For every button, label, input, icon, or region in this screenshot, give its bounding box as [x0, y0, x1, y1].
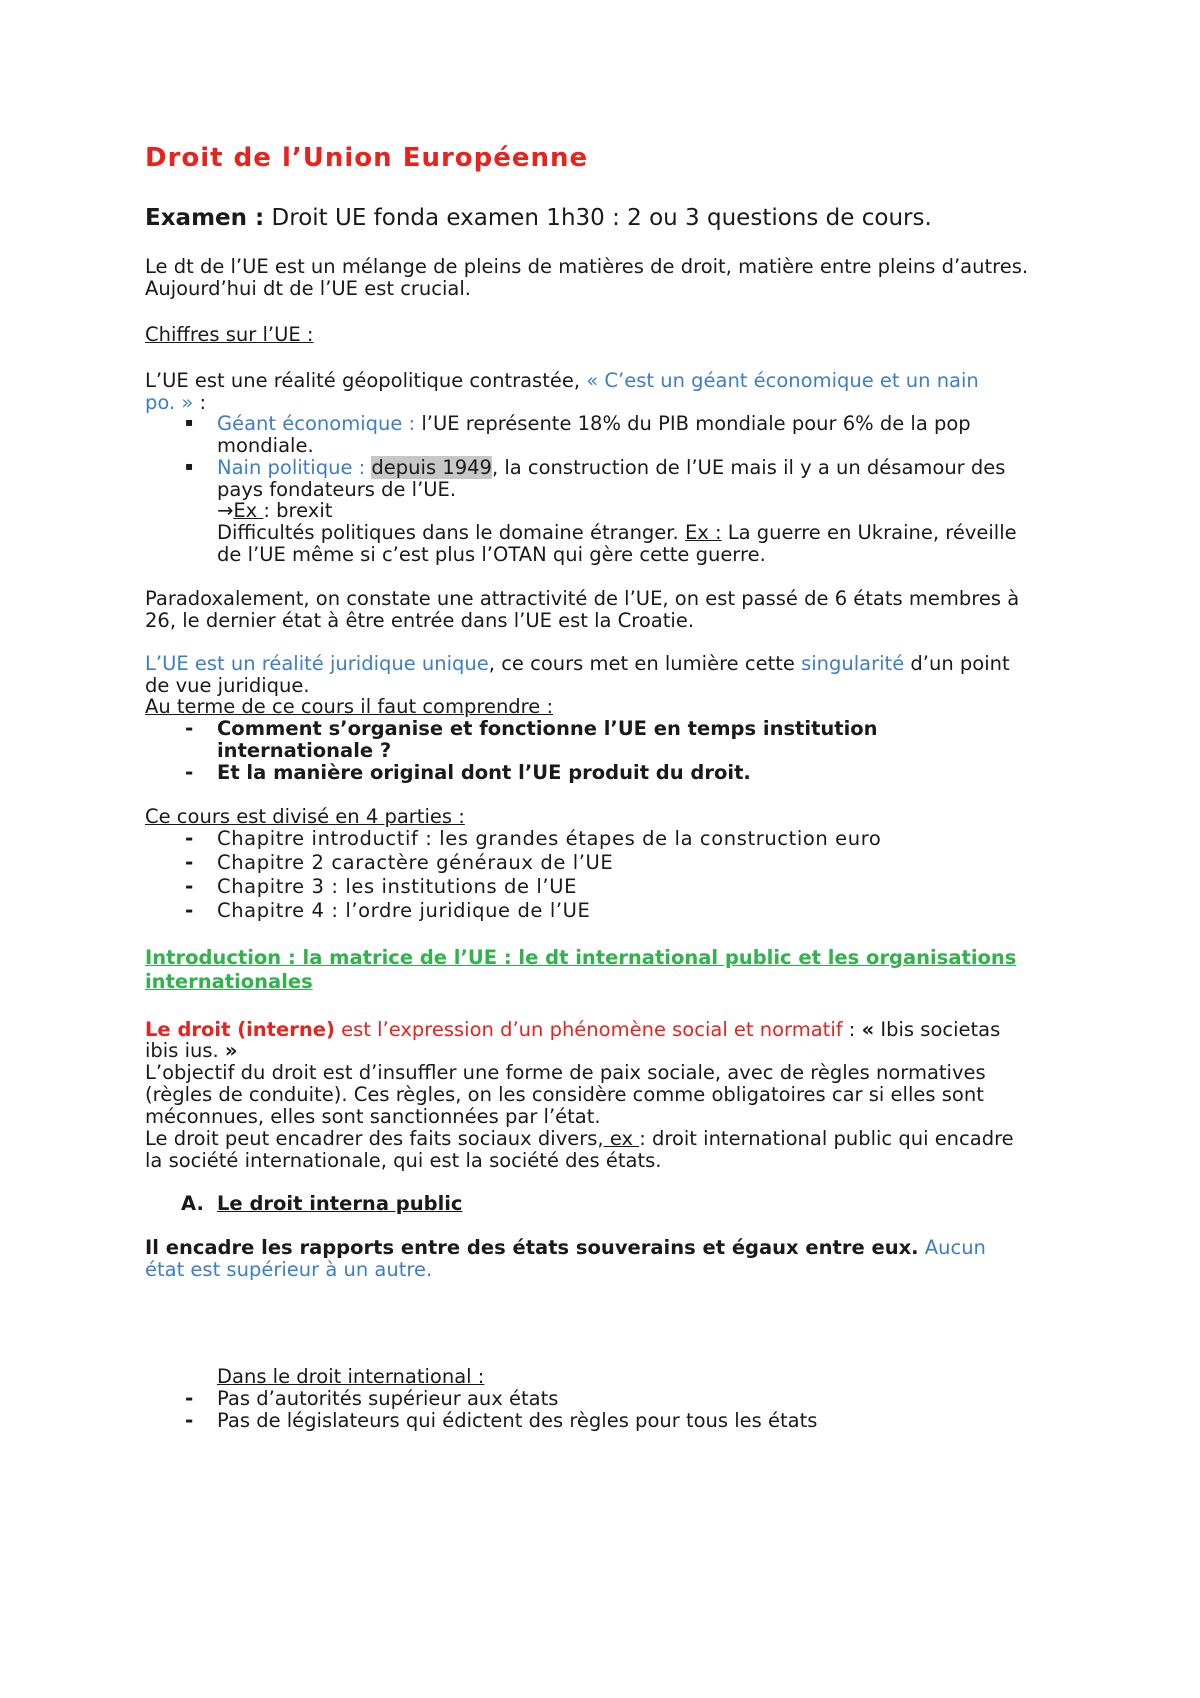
list-item-continuation: Difficultés politiques dans le domaine étranger. Ex : La guerre en Ukraine, réveille	[217, 521, 1017, 544]
list-item: Et la manière original dont l’UE produit du droit.	[217, 761, 751, 784]
square-bullet-icon: ▪	[185, 459, 194, 473]
section-heading-chiffres: Chiffres sur l’UE :	[145, 323, 314, 346]
paragraph-line: la société internationale, qui est la société des états.	[145, 1149, 662, 1172]
subheading-parties: Ce cours est divisé en 4 parties :	[145, 805, 465, 828]
paragraph-line: Le droit peut encadrer des faits sociaux divers, ex : droit international public qui encadre	[145, 1127, 1014, 1150]
dash-bullet-icon: -	[185, 874, 194, 898]
list-item: Géant économique : l’UE représente 18% du PIB mondiale pour 6% de la pop	[217, 412, 971, 435]
list-item-continuation: pays fondateurs de l’UE.	[217, 478, 457, 501]
list-item: Pas d’autorités supérieur aux états	[217, 1387, 559, 1410]
paragraph-line: po. » :	[145, 391, 207, 414]
paragraph-line: (règles de conduite). Ces règles, on les considère comme obligatoires car si elles sont	[145, 1083, 984, 1106]
list-item: Chapitre introductif : les grandes étapes de la construction euro	[217, 827, 882, 850]
dash-bullet-icon: -	[185, 826, 194, 850]
paragraph-line: Il encadre les rapports entre des états souverains et égaux entre eux. Aucun	[145, 1236, 986, 1259]
list-item: Chapitre 3 : les institutions de l’UE	[217, 875, 577, 898]
section-letter-a: A.	[181, 1192, 204, 1215]
square-bullet-icon: ▪	[185, 415, 194, 429]
list-item: Pas de législateurs qui édictent des règles pour tous les états	[217, 1409, 818, 1432]
dash-bullet-icon: -	[185, 850, 194, 874]
paragraph-line: L’objectif du droit est d’insuffler une forme de paix sociale, avec de règles normatives	[145, 1061, 986, 1084]
dash-bullet-icon: -	[185, 716, 194, 740]
paragraph-line: Paradoxalement, on constate une attractivité de l’UE, on est passé de 6 états membres à	[145, 587, 1020, 610]
highlighted-text: depuis 1949	[371, 456, 492, 479]
list-item-continuation: internationale ?	[217, 739, 392, 762]
section-heading-a: Le droit interna public	[217, 1192, 463, 1215]
paragraph-line: ibis ius. »	[145, 1039, 238, 1062]
dash-bullet-icon: -	[185, 760, 194, 784]
list-item: Comment s’organise et fonctionne l’UE en temps institution	[217, 717, 878, 740]
paragraph-line: Le droit (interne) est l’expression d’un phénomène social et normatif : « Ibis societas	[145, 1018, 1001, 1041]
subheading-terme: Au terme de ce cours il faut comprendre :	[145, 695, 554, 718]
paragraph-line: de vue juridique.	[145, 674, 310, 697]
document-title: Droit de l’Union Européenne	[145, 143, 589, 173]
paragraph-line: L’UE est une réalité géopolitique contrastée, « C’est un géant économique et un nain	[145, 369, 979, 392]
paragraph-line: Le dt de l’UE est un mélange de pleins de matières de droit, matière entre pleins d’autres.	[145, 255, 1029, 278]
section-heading-introduction: Introduction : la matrice de l’UE : le dt international public et les organisations	[145, 946, 1017, 969]
list-item: Nain politique : depuis 1949, la construction de l’UE mais il y a un désamour des	[217, 456, 1006, 479]
list-item-continuation: →Ex : brexit	[217, 499, 333, 522]
arrow-icon: →	[217, 499, 234, 522]
paragraph-line: état est supérieur à un autre.	[145, 1258, 433, 1281]
dash-bullet-icon: -	[185, 1386, 194, 1410]
subheading-droit-international: Dans le droit international :	[217, 1365, 485, 1388]
paragraph-line: Aujourd’hui dt de l’UE est crucial.	[145, 277, 471, 300]
list-item: Chapitre 4 : l’ordre juridique de l’UE	[217, 899, 591, 922]
paragraph-line: L’UE est un réalité juridique unique, ce cours met en lumière cette singularité d’un point	[145, 652, 1010, 675]
dash-bullet-icon: -	[185, 898, 194, 922]
list-item: Chapitre 2 caractère généraux de l’UE	[217, 851, 614, 874]
paragraph-line: méconnues, elles sont sanctionnées par l’état.	[145, 1105, 601, 1128]
list-item-continuation: de l’UE même si c’est plus l’OTAN qui gère cette guerre.	[217, 543, 766, 566]
exam-label: Examen :	[145, 205, 265, 231]
paragraph-line: 26, le dernier état à être entrée dans l’UE est la Croatie.	[145, 609, 695, 632]
dash-bullet-icon: -	[185, 1408, 194, 1432]
exam-line	[145, 206, 932, 230]
section-heading-introduction-cont: internationales	[145, 970, 313, 993]
list-item-continuation: mondiale.	[217, 434, 314, 457]
exam-text: Droit UE fonda examen 1h30 : 2 ou 3 questions de cours.	[264, 205, 932, 231]
